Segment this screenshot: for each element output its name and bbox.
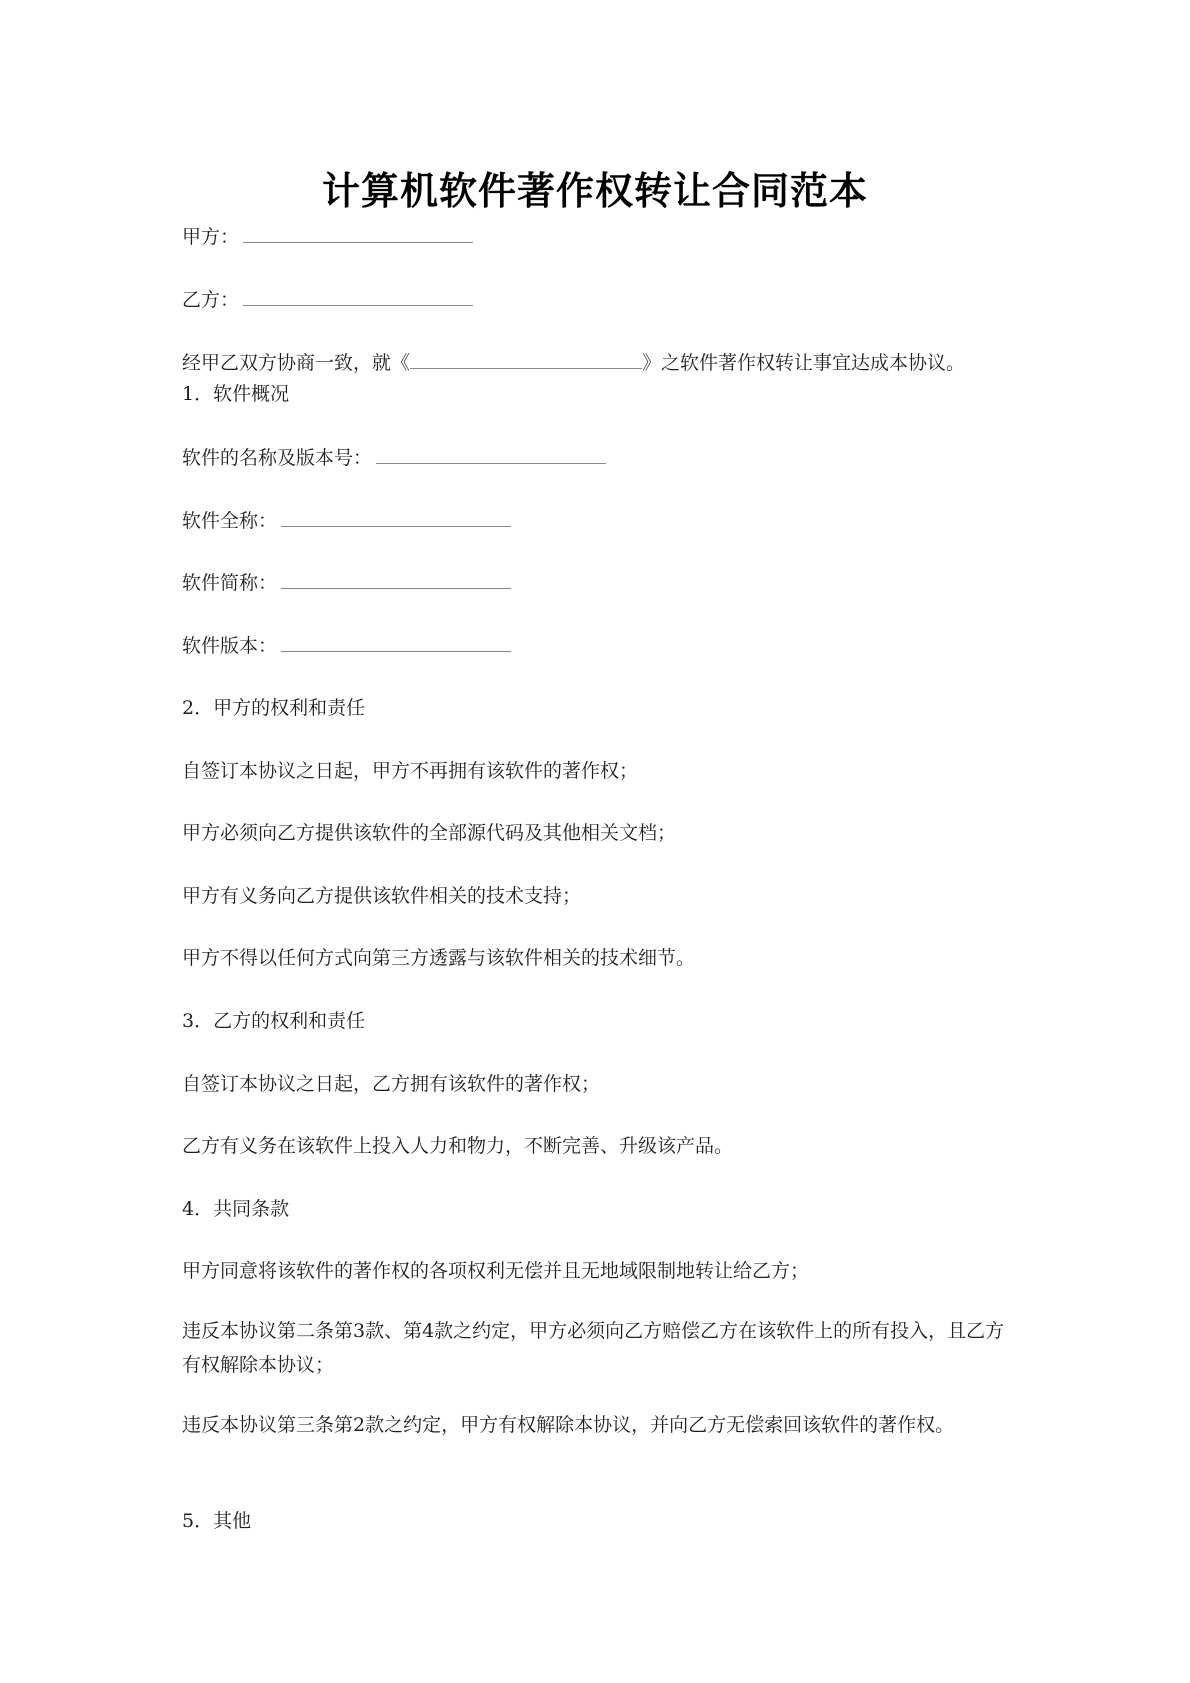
field-short-name-blank	[281, 570, 511, 589]
field-version-label: 软件版本：	[182, 635, 278, 657]
field-short-name	[182, 570, 511, 596]
section-3-item: 乙方有义务在该软件上投入人力和物力，不断完善、升级该产品。	[182, 1135, 734, 1157]
software-name-blank	[410, 350, 642, 369]
field-name-version-blank	[376, 445, 606, 464]
section-2-item: 自签订本协议之日起，甲方不再拥有该软件的著作权；	[182, 760, 639, 782]
field-version	[182, 633, 511, 659]
section-2-item: 甲方不得以任何方式向第三方透露与该软件相关的技术细节。	[182, 947, 696, 969]
intro-suffix: 》之软件著作权转让事宜达成本协议。	[642, 352, 966, 374]
field-version-blank	[281, 633, 511, 652]
section-3-item: 自签订本协议之日起，乙方拥有该软件的著作权；	[182, 1073, 601, 1095]
section-4-item: 违反本协议第二条第3款、第4款之约定，甲方必须向乙方赔偿乙方在该软件上的所有投入，且乙方有权解除本协议；	[182, 1320, 1005, 1376]
party-b-blank	[243, 287, 473, 306]
section-2-heading: 2．甲方的权利和责任	[182, 697, 366, 719]
field-full-name-label: 软件全称：	[182, 510, 278, 532]
section-2-item: 甲方必须向乙方提供该软件的全部源代码及其他相关文档；	[182, 822, 677, 844]
section-4-heading: 4．共同条款	[182, 1198, 290, 1220]
intro-prefix: 经甲乙双方协商一致，就《	[182, 352, 411, 374]
field-full-name-blank	[281, 508, 511, 527]
intro-line	[182, 350, 965, 376]
party-a-blank	[243, 224, 473, 243]
party-a-label: 甲方：	[182, 226, 240, 248]
field-name-version-label: 软件的名称及版本号：	[182, 447, 373, 469]
section-4-item: 违反本协议第三条第2款之约定，甲方有权解除本协议，并向乙方无偿索回该软件的著作权。	[182, 1414, 955, 1436]
document-title: 计算机软件著作权转让合同范本	[321, 168, 868, 213]
field-short-name-label: 软件简称：	[182, 572, 278, 594]
section-3-heading: 3．乙方的权利和责任	[182, 1010, 366, 1032]
section-5-heading: 5．其他	[182, 1510, 252, 1532]
party-a-line	[182, 224, 473, 250]
party-b-label: 乙方：	[182, 289, 240, 311]
party-b-line	[182, 287, 473, 313]
field-full-name	[182, 508, 511, 534]
field-name-version	[182, 445, 606, 471]
section-2-item: 甲方有义务向乙方提供该软件相关的技术支持；	[182, 885, 582, 907]
section-1-heading: 1．软件概况	[182, 383, 290, 405]
section-4-item: 甲方同意将该软件的著作权的各项权利无偿并且无地域限制地转让给乙方；	[182, 1260, 810, 1282]
